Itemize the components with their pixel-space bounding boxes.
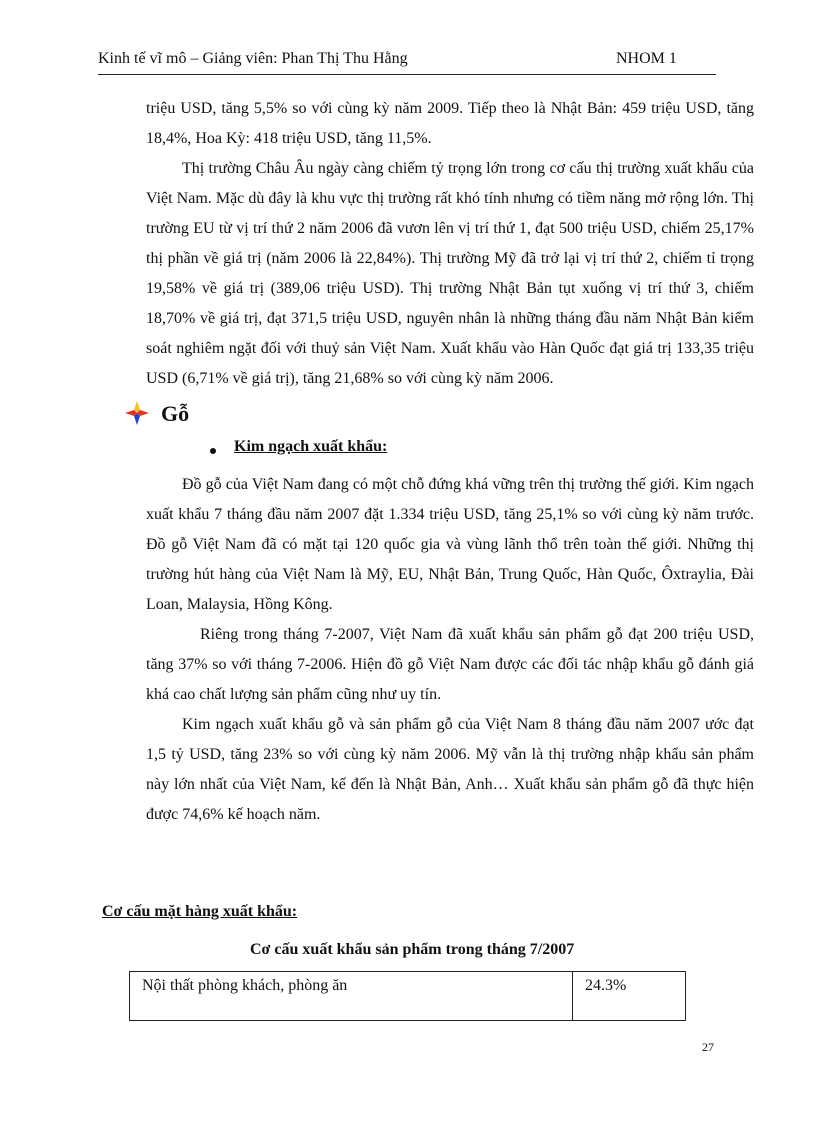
paragraph: Đồ gỗ của Việt Nam đang có một chỗ đứng khá vững trên thị trường thế giới. Kim ngạch xuất khẩu 7 tháng đầu năm 2007 đặt 1.334 triệu USD, tăng 25,1% so với cùng kỳ năm trước. Đồ gỗ Việt Nam đã có mặt tại 120 quốc gia và vùng lãnh thổ trên toàn thế giới. Những thị trường hút hàng của Việt Nam là Mỹ, EU, Nhật Bản, Trung Quốc, Hàn Quốc, Ôxtraylia, Đài Loan, Malaysia, Hồng Kông. — [146, 476, 754, 613]
table-caption: Cơ cấu xuất khẩu sản phẩm trong tháng 7/2007 — [250, 941, 575, 958]
header-course-title: Kinh tế vĩ mô – Giảng viên: Phan Thị Thu Hằng — [98, 50, 408, 67]
section-heading — [146, 396, 754, 436]
structure-heading: Cơ cấu mặt hàng xuất khẩu: — [102, 903, 298, 920]
table-row — [130, 972, 686, 1021]
bullet-item — [146, 436, 754, 470]
bullet-dot-icon — [210, 448, 216, 454]
section-title: Gỗ — [161, 401, 190, 426]
paragraph: Riêng trong tháng 7-2007, Việt Nam đã xuất khẩu sản phẩm gỗ đạt 200 triệu USD, tăng 37% so với tháng 7-2006. Hiện đồ gỗ Việt Nam được các đối tác nhập khẩu gỗ đánh giá khá cao chất lượng sản phẩm cũng như uy tín. — [146, 626, 754, 703]
export-structure-table — [129, 971, 686, 1021]
four-point-star-icon — [124, 400, 150, 426]
header-group-name: NHOM 1 — [616, 50, 677, 67]
page-body — [146, 94, 754, 830]
page-number: 27 — [702, 1040, 714, 1054]
table-cell-share: 24.3% — [573, 972, 686, 1021]
paragraph: triệu USD, tăng 5,5% so với cùng kỳ năm 2009. Tiếp theo là Nhật Bản: 459 triệu USD, tăng 18,4%, Hoa Kỳ: 418 triệu USD, tăng 11,5%. — [146, 100, 754, 147]
bullet-label: Kim ngạch xuất khẩu: — [234, 438, 388, 455]
paragraph: Thị trường Châu Âu ngày càng chiếm tỷ trọng lớn trong cơ cấu thị trường xuất khẩu của Việt Nam. Mặc dù đây là khu vực thị trường rất khó tính nhưng có tiềm năng mở rộng lớn. Thị trường EU từ vị trí thứ 2 năm 2006 đã vươn lên vị trí thứ 1, đạt 500 triệu USD, chiếm 25,17% thị phần về giá trị (năm 2006 là 22,84%). Thị trường Mỹ đã trở lại vị trí thứ 2, chiếm tỉ trọng 19,58% về giá trị (389,06 triệu USD). Thị trường Nhật Bản tụt xuống vị trí thứ 3, chiếm 18,70% về giá trị, đạt 371,5 triệu USD, nguyên nhân là những tháng đầu năm Nhật Bản kiểm soát nghiêm ngặt đối với thuỷ sản Việt Nam. Xuất khẩu vào Hàn Quốc đạt giá trị 133,35 triệu USD (6,71% về giá trị), tăng 21,68% so với cùng kỳ năm 2006. — [146, 160, 754, 387]
table-cell-item: Nội thất phòng khách, phòng ăn — [130, 972, 573, 1021]
paragraph: Kim ngạch xuất khẩu gỗ và sản phẩm gỗ của Việt Nam 8 tháng đầu năm 2007 ước đạt 1,5 tỷ USD, tăng 23% so với cùng kỳ năm 2006. Mỹ vẫn là thị trường nhập khẩu sản phẩm này lớn nhất của Việt Nam, kế đến là Nhật Bản, Anh… Xuất khẩu sản phẩm gỗ đã thực hiện được 74,6% kế hoạch năm. — [146, 716, 754, 823]
page-header — [98, 46, 716, 75]
